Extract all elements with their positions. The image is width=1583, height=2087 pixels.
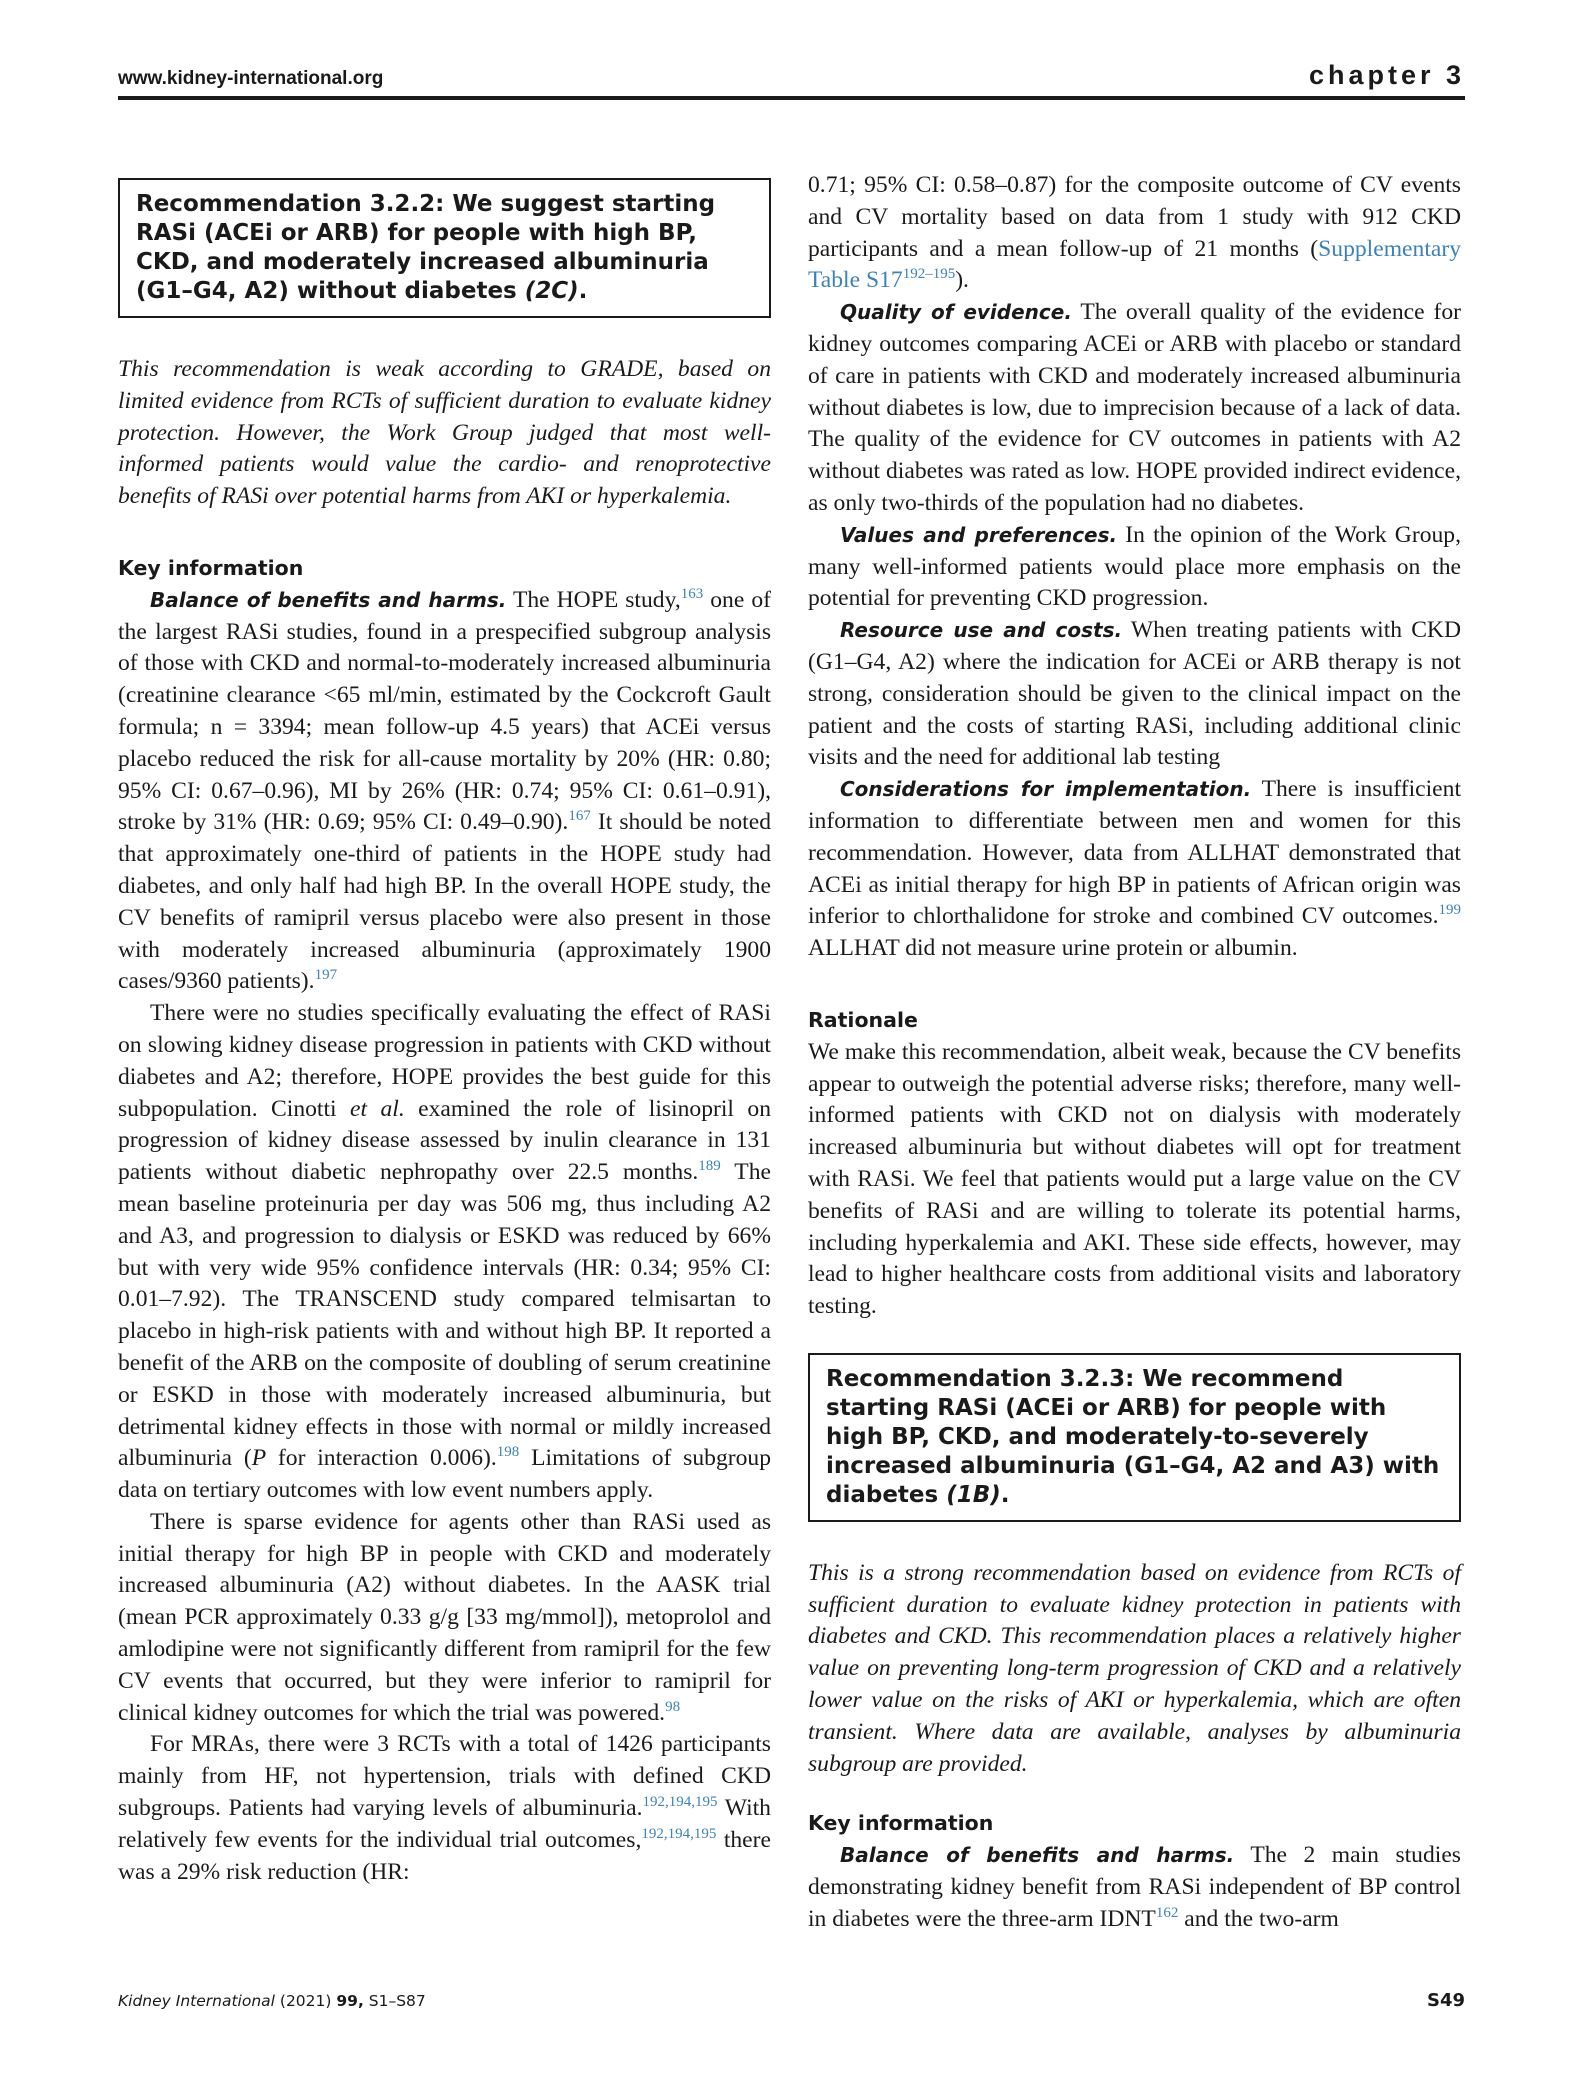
recommendation-intro: This recommendation is weak according to GRADE, based on limited evidence from RCTs of sufficient duration to evaluate kidney protection. However, the Work Group judged that most well-informed patients would value the cardio- and renoprotective benefits of RASi over potential harms from AKI or hyperkalemia. [118, 356, 771, 510]
text: one of the largest RASi studies, found in a prespecified subgroup analysis of those with CKD and normal-to-moderately increased albuminuria (creatinine clearance <65 ml/min, estimated by the Cockcroft Gault formula; n = 3394; mean follow-up 4.5 years) that ACEi versus placebo reduced the risk for all-cause mortality by 20% (HR: 0.80; 95% CI: 0.67–0.96), MI by 26% (HR: 0.74; 95% CI: 0.61–0.91), stroke by 31% (HR: 0.69; 95% CI: 0.49–0.90). [118, 586, 771, 836]
text: The overall quality of the evidence for kidney outcomes comparing ACEi or ARB with placebo or standard of care in patients with CKD and moderately increased albuminuria without diabetes is low, due to imprecision because of a lack of data. The quality of the evidence for CV outcomes in patients with A2 without diabetes was rated as low. HOPE provided indirect evidence, as only two-thirds of the population had no diabetes. [808, 299, 1462, 516]
key-information-heading: Key information [118, 555, 304, 580]
citation-link[interactable]: 163 [680, 585, 704, 602]
paragraph-continued [808, 170, 1461, 297]
journal-citation [118, 1992, 426, 2010]
text: and the two-arm [1178, 1905, 1339, 1932]
page-number: S49 [1426, 1990, 1465, 2011]
paragraph-implementation [808, 774, 1461, 965]
citation-link[interactable]: 167 [568, 808, 591, 825]
text: There is insufficient information to differentiate between men and women for this recommendation. However, data from ALLHAT demonstrated that ACEi as initial therapy for high BP in patients of African origin was inferior to chlorthalidone for stroke and combined CV outcomes. [808, 776, 1461, 930]
runin-heading: Quality of evidence. [840, 300, 1072, 325]
text: The 2 main studies demonstrating kidney benefit from RASi independent of BP control in diabetes were the three-arm IDNT [808, 1842, 1461, 1932]
paragraph-sparse-evidence [118, 1507, 771, 1730]
text: for interaction 0.006). [266, 1445, 497, 1472]
paragraph-balance-benefits-2 [808, 1840, 1461, 1935]
text: there was a 29% risk reduction (HR: [118, 1826, 771, 1885]
paragraph-no-studies [118, 998, 771, 1507]
text: With relatively few events for the individual trial outcomes, [118, 1795, 771, 1853]
header-rule [118, 96, 1465, 100]
text: When treating patients with CKD (G1–G4, A2) where the indication for ACEi or ARB therapy is not strong, consideration should be given to the clinical impact on the patient and the costs of starting RASi, including additional clinic visits and the need for additional lab testing [808, 617, 1462, 771]
citation-link[interactable]: 198 [496, 1444, 520, 1461]
text: Limitations of subgroup data on tertiary outcomes with low event numbers apply. [118, 1445, 771, 1504]
citation-link[interactable]: 199 [1438, 902, 1461, 919]
rationale-heading: Rationale [808, 1007, 918, 1032]
recommendation-end: . [578, 278, 588, 304]
citation-link[interactable]: 197 [314, 967, 338, 984]
runin-heading: Balance of benefits and harms. [840, 1843, 1235, 1868]
recommendation-text: Recommendation 3.2.3: We recommend starting RASi (ACEi or ARB) for people with high BP, CKD, and moderately-to-severely increased albuminuria (G1–G4, A2 and A3) with diabetes [826, 1365, 1440, 1508]
recommendation-box-3-2-2 [118, 178, 771, 318]
text: The HOPE study, [506, 586, 681, 613]
paragraph-values-preferences [808, 520, 1461, 615]
paragraph-resource-use [808, 615, 1461, 774]
text: et al. [350, 1095, 405, 1122]
citation-link[interactable]: 192,194,195 [642, 1794, 718, 1811]
text: In the opinion of the Work Group, many well-informed patients would place more emphasis on the potential for preventing CKD progression. [808, 521, 1461, 612]
citation-link[interactable]: 192–195 [902, 266, 956, 283]
left-column [118, 170, 771, 1888]
recommendation-grade: (1B) [946, 1481, 1001, 1508]
recommendation-text: Recommendation 3.2.2: We suggest starting RASi (ACEi or ARB) for people with high BP, CKD, and moderately increased albuminuria (G1–G4, A2) without diabetes [136, 191, 716, 304]
text: For MRAs, there were 3 RCTs with a total of 1426 participants mainly from HF, not hypertension, trials with defined CKD subgroups. Patients had varying levels of albuminuria. [118, 1731, 771, 1822]
text: examined the role of lisinopril on progression of kidney disease assessed by inulin clearance in 131 patients without diabetic nephropathy over 22.5 months. [118, 1095, 771, 1186]
runin-heading: Resource use and costs. [840, 618, 1123, 643]
runin-heading: Balance of benefits and harms. [150, 587, 507, 612]
paragraph-balance-benefits [118, 585, 771, 998]
text: ). [955, 267, 969, 294]
right-column [808, 170, 1461, 1936]
recommendation-grade: (2C) [524, 278, 579, 304]
citation-link[interactable]: 189 [698, 1158, 721, 1175]
text: ALLHAT did not measure urine protein or albumin. [808, 935, 1298, 962]
citation-link[interactable]: 98 [665, 1698, 681, 1715]
text: There is sparse evidence for agents other than RASi used as initial therapy for high BP in people with CKD and moderately increased albuminuria (A2) without diabetes. In the AASK trial (mean PCR approximately 0.33 g/g [33 mg/mmol]), metoprolol and amlodipine were not significantly different from ramipril for the few CV events that occurred, but they were inferior to ramipril for clinical kidney outcomes for which the trial was powered. [118, 1508, 771, 1726]
recommendation-box-3-2-3 [808, 1353, 1461, 1522]
journal-year: (2021) [274, 1992, 337, 2010]
runin-heading: Considerations for implementation. [840, 777, 1252, 802]
journal-name: Kidney International [118, 1992, 275, 2010]
chapter-label: chapter 3 [1308, 60, 1465, 90]
supplementary-table-link[interactable]: Supplementary Table S17 [808, 235, 1461, 294]
journal-volume: 99, [336, 1992, 364, 2010]
citation-link[interactable]: 162 [1155, 1905, 1179, 1921]
citation-link[interactable]: 192,194,195 [641, 1826, 717, 1842]
recommendation-intro: This is a strong recommendation based on evidence from RCTs of sufficient duration to evaluate kidney protection in patients with diabetes and CKD. This recommendation places a relatively higher value on preventing long-term progression of CKD and a relatively lower value on the risks of AKI or hyperkalemia, which are often transient. Where data are available, analyses by albuminuria subgroup are provided. [808, 1559, 1461, 1777]
runin-heading: Values and preferences. [840, 522, 1118, 547]
text: P [251, 1445, 267, 1472]
text: 0.71; 95% CI: 0.58–0.87) for the composite outcome of CV events and CV mortality based on data from 1 study with 912 CKD participants and a mean follow-up of 21 months ( [808, 172, 1461, 262]
text: There were no studies specifically evaluating the effect of RASi on slowing kidney disease progression in patients with CKD without diabetes and A2; therefore, HOPE provides the best guide for this subpopulation. Cinotti [118, 1000, 771, 1122]
paragraph-quality-evidence [808, 297, 1461, 520]
paragraph-rationale: We make this recommendation, albeit weak, because the CV benefits appear to outweigh the potential adverse risks; therefore, many well-informed patients with CKD not on dialysis with moderately increased albuminuria but without diabetes will opt for treatment with RASi. We feel that patients would put a large value on the CV benefits of RASi and are willing to tolerate its potential harms, including hyperkalemia and AKI. These side effects, however, may lead to higher healthcare costs from additional visits and laboratory testing. [808, 1038, 1461, 1320]
paragraph-mras [118, 1729, 771, 1888]
text: It should be noted that approximately one-third of patients in the HOPE study had diabetes, and only half had high BP. In the overall HOPE study, the CV benefits of ramipril versus placebo were also present in those with moderately increased albuminuria (approximately 1900 cases/9360 patients). [118, 809, 771, 995]
text: The mean baseline proteinuria per day was 506 mg, thus including A2 and A3, and progression to dialysis or ESKD was reduced by 66% but with very wide 95% confidence intervals (HR: 0.34; 95% CI: 0.01–7.92). The TRANSCEND study compared telmisartan to placebo in high-risk patients with and without high BP. It reported a benefit of the ARB on the composite of doubling of serum creatinine or ESKD in those with moderately increased albuminuria, but detrimental kidney effects in those with normal or mildly increased albuminuria ( [118, 1159, 771, 1472]
journal-pages: S1–S87 [363, 1992, 426, 2010]
key-information-heading: Key information [808, 1811, 994, 1836]
journal-url[interactable]: www.kidney-international.org [118, 68, 384, 89]
recommendation-end: . [1000, 1481, 1010, 1508]
